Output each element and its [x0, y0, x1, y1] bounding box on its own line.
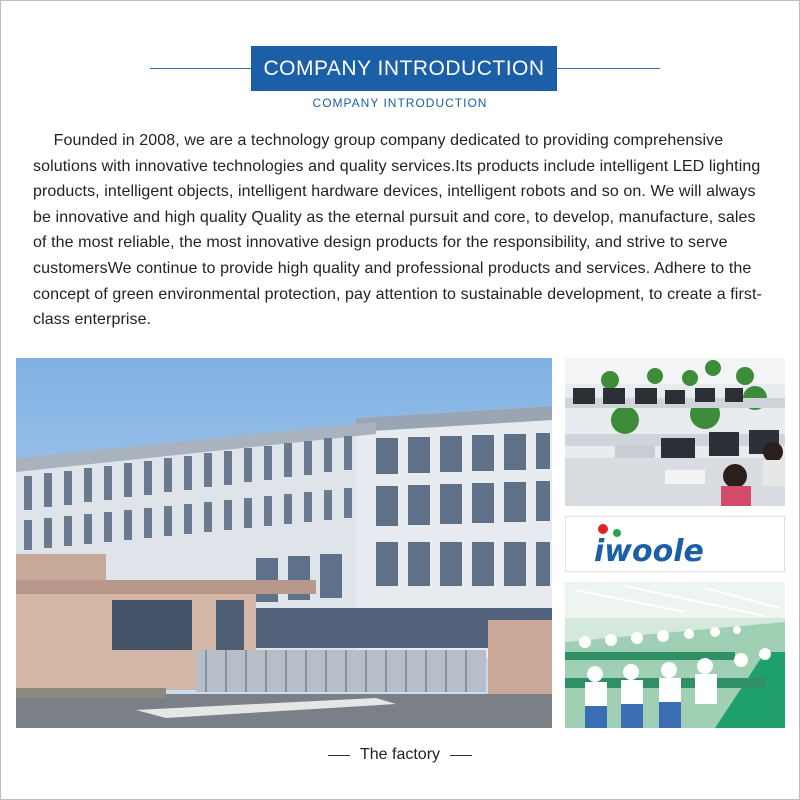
section-subtitle: COMPANY INTRODUCTION [312, 96, 488, 110]
section-header [0, 44, 800, 94]
company-logo [565, 516, 785, 572]
header-line-right [556, 68, 660, 69]
factory-building-photo [16, 358, 552, 728]
image-caption [0, 746, 800, 764]
office-photo [565, 358, 785, 506]
workshop-photo [565, 582, 785, 728]
caption-dash-right [450, 755, 472, 756]
caption-dash-left [328, 755, 350, 756]
intro-text: Founded in 2008, we are a technology group company dedicated to providing comprehensive solutions with innovative technologies and quality services.Its products include intelligent LED lighting products, intelligent objects, intelligent hardware devices, intelligent robots and so on. We will always be innovative and high quality Quality as the eternal pursuit and core, to develop, manufacture, sales of the most reliable, the most innovative design products for the responsibility, and strive to serve customersWe continue to provide high quality and professional products and services. Adhere to the concept of green environmental protection, pay attention to sustainable development, to create a first-class enterprise. [33, 132, 762, 329]
caption-text: The factory [359, 746, 441, 763]
iwoole-logo-icon [566, 517, 785, 572]
logo-text: iwoole [594, 534, 704, 569]
section-title: COMPANY INTRODUCTION [251, 46, 557, 91]
intro-paragraph [33, 128, 763, 333]
header-line-left [150, 68, 252, 69]
